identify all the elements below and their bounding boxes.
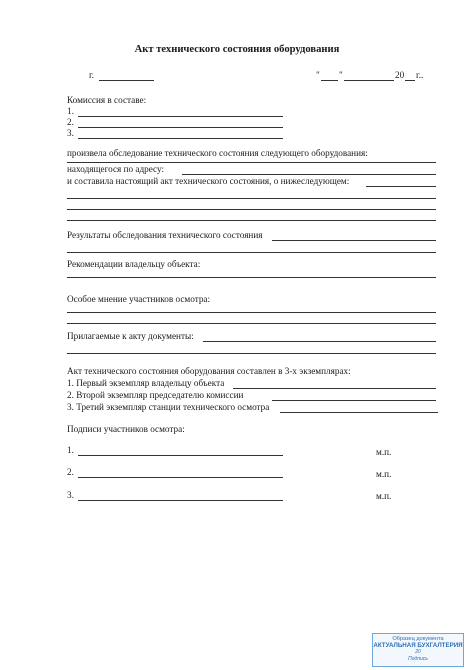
stamp-line-2: АКТУАЛЬНАЯ БУХГАЛТЕРИЯ: [373, 641, 463, 649]
address-line: [182, 174, 436, 175]
attachments-label: Прилагаемые к акту документы:: [67, 331, 194, 341]
commission-line-3: [78, 138, 283, 139]
stamp-line-4: Подпись: [408, 655, 428, 662]
special-opinion-label: Особое мнение участников осмотра:: [67, 294, 211, 304]
results-line-2: [67, 252, 436, 253]
findings-line-1: [67, 198, 436, 199]
findings-line-3: [67, 220, 436, 221]
date-year-prefix: 20: [395, 70, 405, 80]
date-month-line: [344, 80, 394, 81]
document-title: Акт технического состояния оборудования: [134, 44, 340, 55]
seal-mark-3: м.п.: [376, 491, 392, 501]
findings-line-2: [67, 209, 436, 210]
compiled-line: [366, 186, 436, 187]
survey-address-label: находящегося по адресу:: [67, 164, 165, 174]
commission-item-3: 3.: [67, 128, 74, 138]
signature-item-3: 3.: [67, 490, 74, 500]
recommendations-line: [67, 277, 436, 278]
results-label: Результаты обследования технического состояния: [67, 230, 263, 240]
equipment-line: [67, 162, 436, 163]
date-year-suffix: г..: [416, 70, 424, 80]
results-line-1: [272, 240, 436, 241]
survey-compiled: и составила настоящий акт технического состояния, о нижеследующем:: [67, 176, 350, 186]
copy-line-3: [280, 412, 438, 413]
copy-item-3: 3. Третий экземпляр станции технического осмотра: [67, 402, 270, 412]
copies-intro: Акт технического состояния оборудования составлен в 3-х экземплярах:: [67, 366, 351, 376]
seal-mark-2: м.п.: [376, 469, 392, 479]
commission-label: Комиссия в составе:: [67, 95, 147, 105]
city-line: [99, 80, 154, 81]
survey-intro: произвела обследование технического состояния следующего оборудования:: [67, 148, 368, 158]
attachments-line-2: [67, 353, 436, 354]
sample-document-stamp: [372, 633, 464, 667]
signature-item-2: 2.: [67, 467, 74, 477]
city-prefix: г.: [89, 70, 95, 80]
signature-item-1: 1.: [67, 445, 74, 455]
attachments-line-1: [203, 341, 436, 342]
date-quote-open: ": [316, 70, 320, 80]
commission-line-1: [78, 116, 283, 117]
seal-mark-1: м.п.: [376, 447, 392, 457]
copy-item-1: 1. Первый экземпляр владельцу объекта: [67, 378, 225, 388]
stamp-line-3: 20: [415, 649, 421, 656]
date-year-line: [405, 80, 415, 81]
opinion-line-2: [67, 323, 436, 324]
stamp-line-1: Образец документа: [392, 636, 444, 642]
signature-line-1: [78, 455, 283, 456]
signature-line-3: [78, 500, 283, 501]
copy-line-2: [272, 400, 436, 401]
signature-line-2: [78, 477, 283, 478]
copy-item-2: 2. Второй экземпляр председателю комиссии: [67, 390, 244, 400]
date-quote-close: ": [339, 70, 343, 80]
signatures-label: Подписи участников осмотра:: [67, 424, 185, 434]
opinion-line-1: [67, 312, 436, 313]
commission-item-1: 1.: [67, 106, 74, 116]
recommendations-label: Рекомендации владельцу объекта:: [67, 259, 201, 269]
date-day-line: [321, 80, 338, 81]
copy-line-1: [233, 388, 436, 389]
commission-line-2: [78, 127, 283, 128]
commission-item-2: 2.: [67, 117, 74, 127]
